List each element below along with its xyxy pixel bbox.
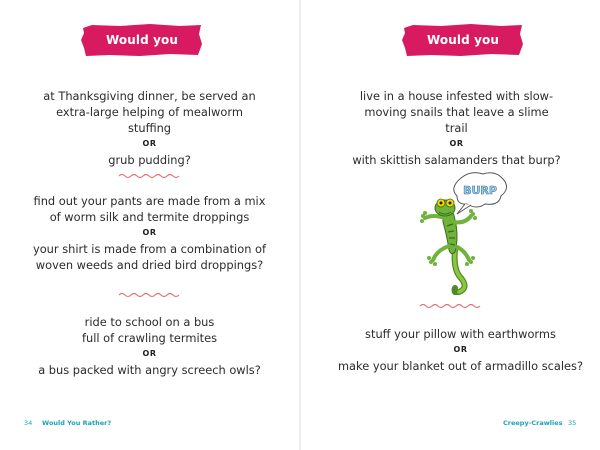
banner-right	[401, 22, 525, 83]
question-3	[0, 314, 299, 378]
option-b: grub pudding?	[108, 153, 191, 167]
option-b: make your blanket out of armadillo scales?	[337, 359, 584, 373]
right-page	[301, 0, 600, 450]
question-1	[307, 88, 600, 168]
option-a: stuff your pillow with earthworms	[365, 327, 556, 341]
salamander-illustration	[409, 170, 509, 295]
option-b: a bus packed with angry screech owls?	[38, 363, 261, 377]
question-2	[311, 326, 600, 374]
or-label: OR	[142, 139, 157, 148]
or-label: OR	[449, 139, 464, 148]
banner-title: Would you rather...	[427, 33, 499, 83]
wavy-divider	[118, 173, 180, 179]
option-a: live in a house infested with slow-moving snails that leave a slime trail	[359, 89, 554, 135]
speech-bubble	[454, 173, 507, 214]
page-number: 34	[24, 419, 33, 427]
question-2	[0, 193, 299, 273]
or-label: OR	[142, 349, 157, 358]
or-label: OR	[453, 345, 468, 354]
running-footer: Creepy-Crawlies	[503, 419, 563, 427]
option-a: find out your pants are made from a mix of worm silk and termite droppings	[33, 194, 266, 224]
question-1	[0, 88, 299, 168]
wavy-divider	[118, 292, 180, 298]
salamander-icon	[409, 170, 509, 295]
left-page	[0, 0, 299, 450]
option-a: at Thanksgiving dinner, be served an extra-large helping of mealworm stuffing	[43, 89, 256, 135]
wavy-divider	[419, 303, 481, 309]
banner-left	[80, 22, 204, 83]
option-b: your shirt is made from a combination of woven weeds and dried bird droppings?	[32, 242, 267, 272]
option-a: ride to school on a bus full of crawling termites	[81, 315, 218, 345]
option-b: with skittish salamanders that burp?	[352, 153, 561, 167]
page-number: 35	[568, 419, 577, 427]
or-label: OR	[142, 228, 157, 237]
banner-title: Would you rather...	[106, 33, 178, 83]
speech-text: BURP	[463, 184, 497, 197]
running-footer: Would You Rather?	[42, 419, 112, 427]
